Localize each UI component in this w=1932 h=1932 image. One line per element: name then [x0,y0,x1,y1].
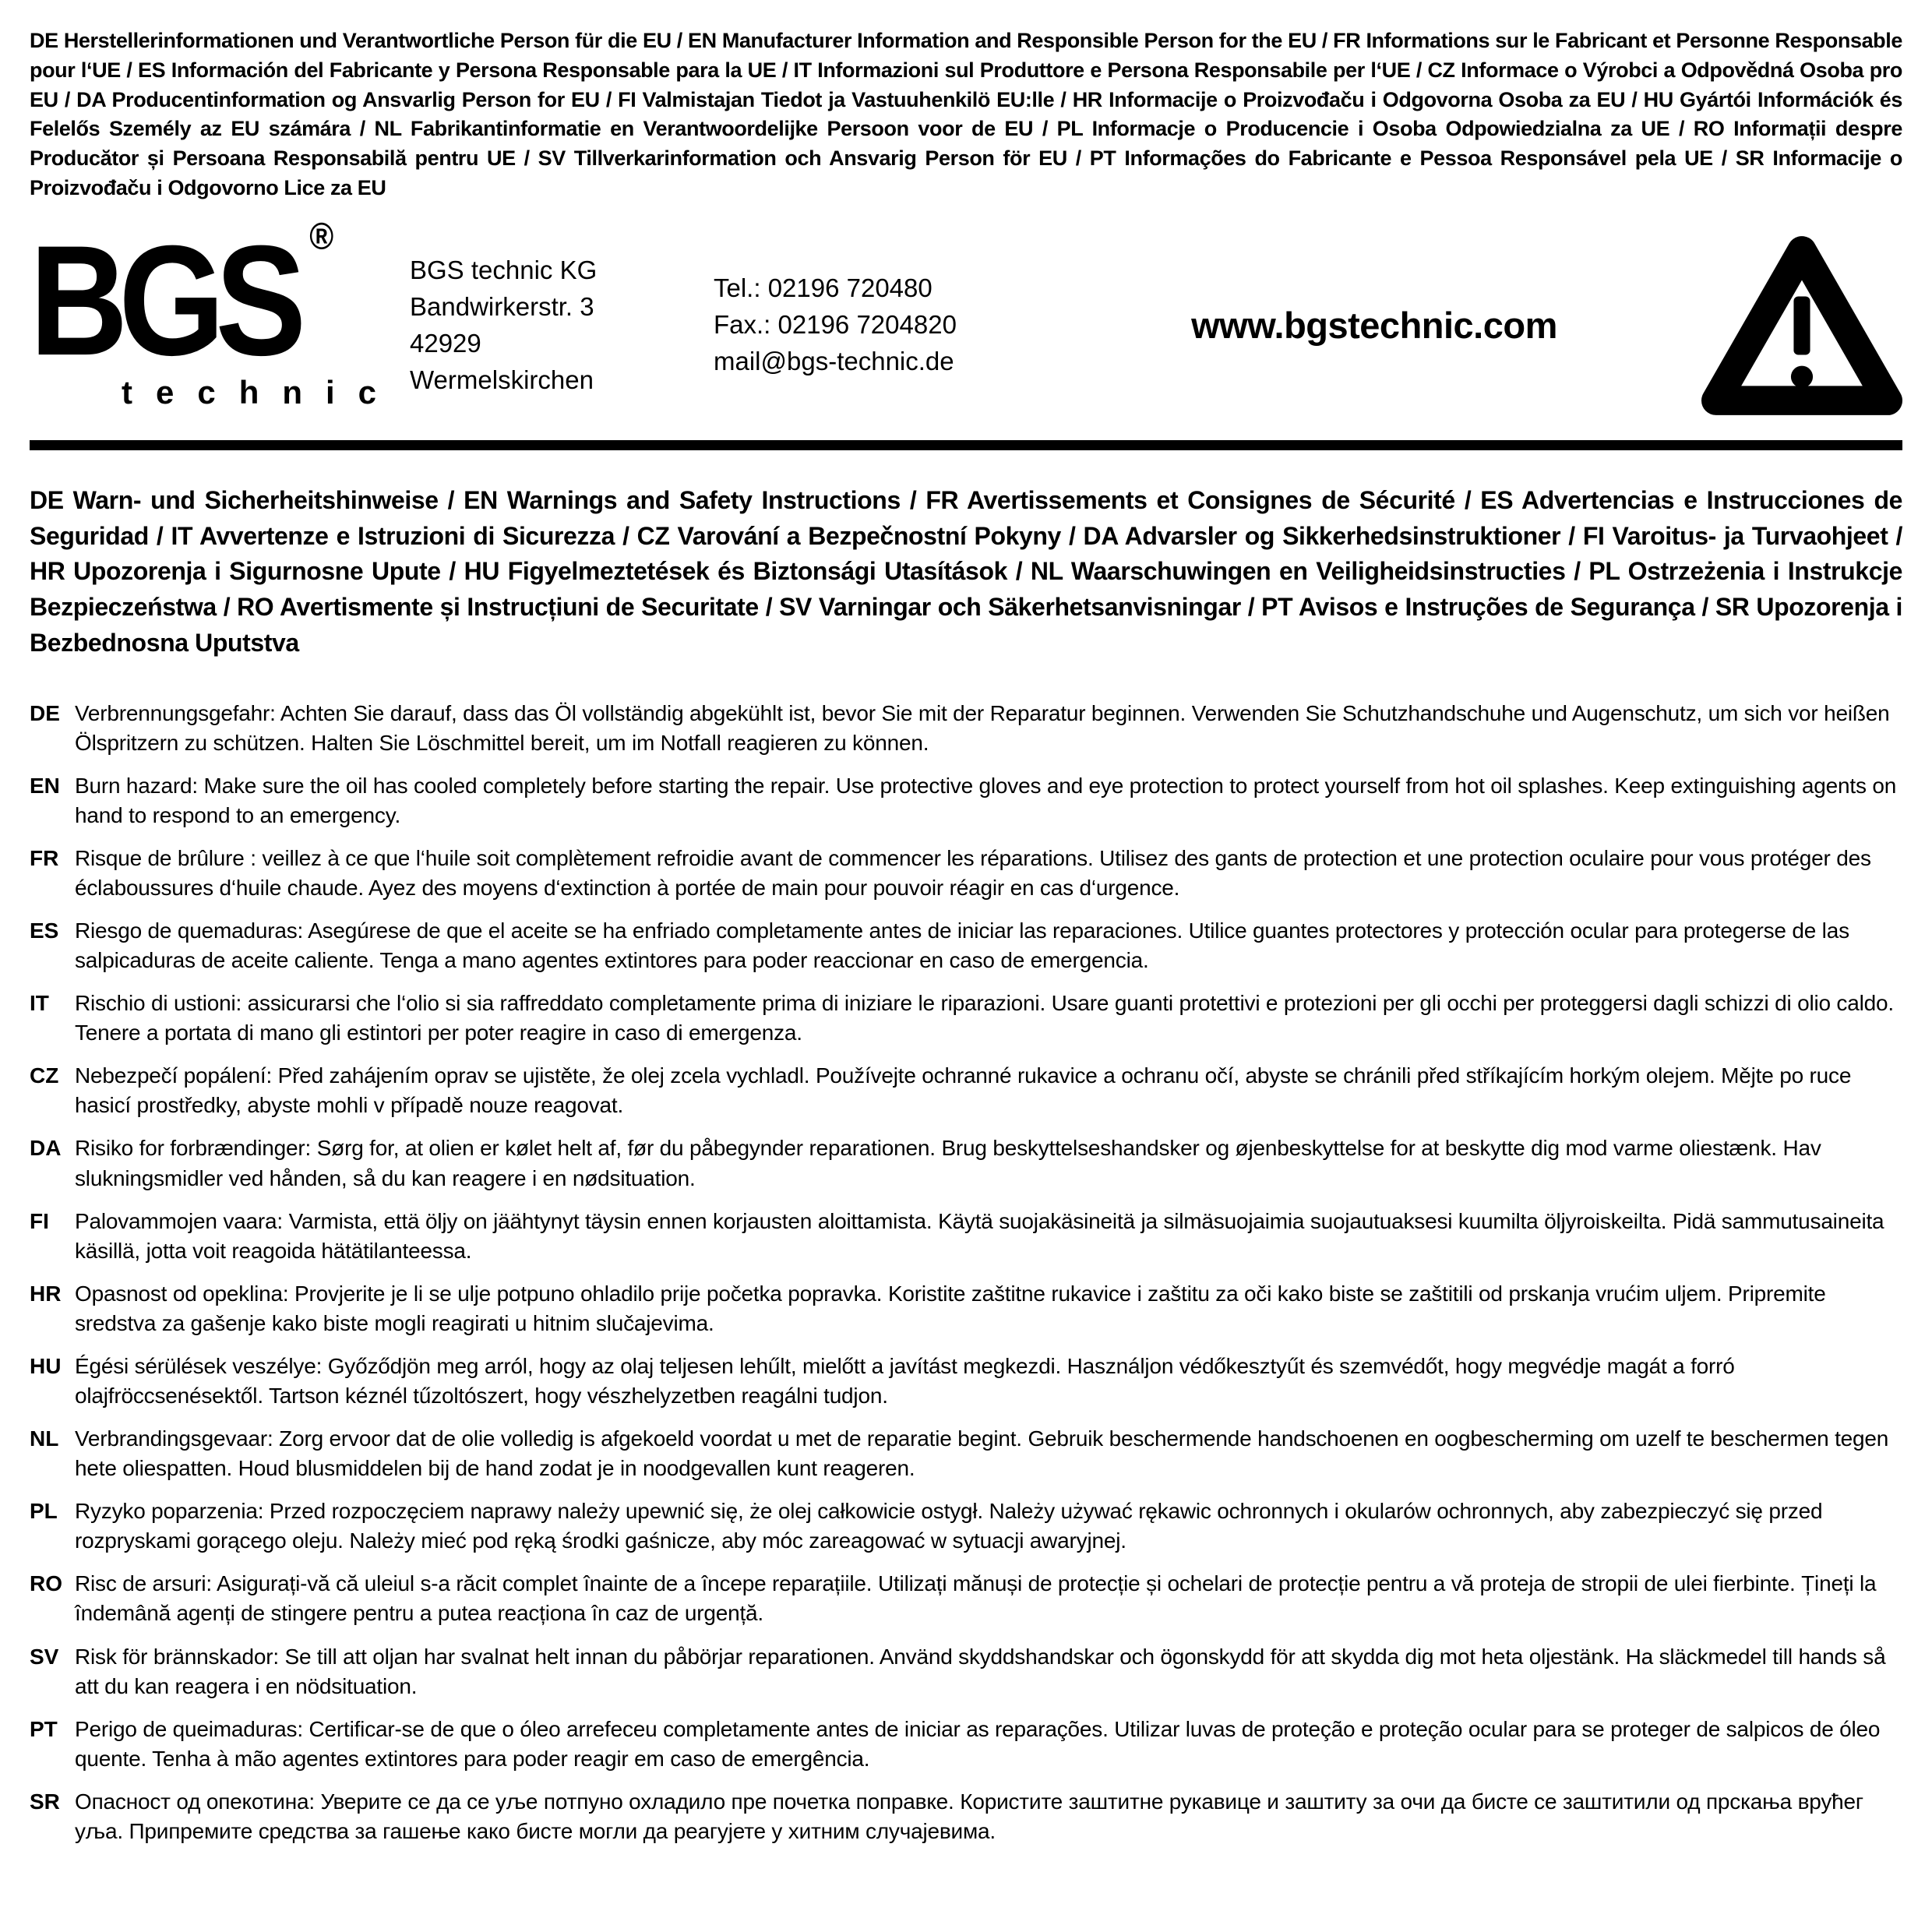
warnings-safety-header: DE Warn- und Sicherheitshinweise / EN Warnings and Safety Instructions / FR Avertissements et Consignes de Sécurité / ES Advertencias e Instrucciones de Seguridad / IT Avvertenze e Istruzioni di Sicurezza / CZ Varování a Bezpečnostní Pokyny / DA Advarsler og Sikkerhedsinstruktioner / FI Varoitus- ja Turvaohjeet / HR Upozorenja i Sigurnosne Upute / HU Figyelmeztetések és Biztonsági Utasítások / NL Waarschuwingen en Veiligheidsinstructies / PL Ostrzeżenia i Instrukcje Bezpieczeństwa / RO Avertismente și Instrucțiuni de Securitate / SV Varningar och Säkerhetsanvisningar / PT Avisos e Instruções de Segurança / SR Upozorenja i Bezbednosna Uputstva [30,485,1902,657]
company-website: www.bgstechnic.com [1191,305,1557,347]
language-code: SV [30,1644,59,1669]
warnings-list [30,699,1902,1847]
language-code: HU [30,1353,62,1378]
bgs-logo-subtext: technic [122,373,400,411]
registered-trademark-icon: ® [309,214,334,257]
company-info-section [30,213,1902,411]
company-street: Bandwirkerstr. 3 [410,291,594,321]
warning-triangle-icon [1700,234,1902,418]
horizontal-divider [30,440,1902,450]
company-phone: Tel.: 02196 720480 [714,273,933,303]
language-code: IT [30,991,49,1016]
manufacturer-info-header: DE Herstellerinformationen und Verantwortliche Person für die EU / EN Manufacturer Information and Responsible Person for the EU / FR Informations sur le Fabricant et Personne Responsable pour l‘UE / ES Información del Fabricante y Persona Responsable para la UE / IT Informazioni sul Produttore e Persona Responsabile per l‘UE / CZ Informace o Výrobci a Odpovědná Osoba pro EU / DA Producentinformation og Ansvarlig Person for EU / FI Valmistajan Tiedot ja Vastuuhenkilö EU:lle / HR Informacije o Proizvođaču i Odgovorna Osoba za EU / HU Gyártói Információk és Felelős Személy az EU számára / NL Fabrikantinformatie en Verantwoordelijke Persoon voor de EU / PL Informacje o Producencie i Osoba Odpowiedzialna za UE / RO Informații despre Producător și Persoana Responsabilă pentru UE / SV Tillverkarinformation och Ansvarig Person för EU / PT Informações do Fabricante e Pessoa Responsável pela UE / SR Informacije o Proizvođaču i Odgovorno Lice za EU [30,29,1902,199]
warning-item-it [30,989,1902,1048]
language-code: DA [30,1136,62,1161]
warning-text: Опасност од опекотина: Уверите се да се уље потпуно охладило пре почетка поправке. Користите заштитне рукавице и заштиту за очи да бисте се заштитили од прскања врућег уља. Припремите средства за гашење како бисте могли да реагујете у хитним случајевима. [75,1789,1863,1843]
warning-item-en [30,771,1902,830]
warning-text: Riesgo de quemaduras: Asegúrese de que el aceite se ha enfriado completamente antes de iniciar las reparaciones. Utilice guantes protectores y protección ocular para protegerse de las salpicaduras de aceite caliente. Tenga a mano agentes extintores para poder reaccionar en caso de emergencia. [75,918,1849,973]
company-fax: Fax.: 02196 7204820 [714,310,957,340]
warning-item-pt [30,1715,1902,1774]
warning-text: Verbrandingsgevaar: Zorg ervoor dat de olie volledig is afgekoeld voordat u met de reparatie begint. Gebruik beschermende handschoenen en oogbescherming om uzelf te beschermen tegen hete oliespatten. Houd blusmiddelen bij de hand zodat je in noodgevallen kunt reageren. [75,1426,1889,1481]
company-name: BGS technic KG [410,256,598,285]
warning-item-es [30,916,1902,975]
warning-item-pl [30,1497,1902,1556]
warning-item-sr [30,1787,1902,1846]
language-code: HR [30,1281,62,1306]
company-contact [714,270,1049,380]
language-code: ES [30,918,59,943]
warning-item-fi [30,1207,1902,1266]
language-code: NL [30,1426,59,1451]
warning-text: Rischio di ustioni: assicurarsi che l‘olio si sia raffreddato completamente prima di iniziare le riparazioni. Usare guanti protettivi e protezioni per gli occhi per proteggersi dagli schizzi di olio caldo. Tenere a portata di mano gli estintori per poter reagire in caso di emergenza. [75,991,1894,1045]
warning-text: Nebezpečí popálení: Před zahájením oprav se ujistěte, že olej zcela vychladl. Používejte ochranné rukavice a ochranu očí, abyste se chránili před stříkajícím horkým olejem. Mějte po ruce hasicí prostředky, abyste mohli v případě nouze reagovat. [75,1063,1852,1118]
language-code: FR [30,845,59,870]
warning-item-hu [30,1352,1902,1411]
warning-text: Risque de brûlure : veillez à ce que l‘huile soit complètement refroidie avant de commencer les réparations. Utilisez des gants de protection et une protection oculaire pour vous protéger des éclaboussures d‘huile chaude. Ayez des moyens d‘extinction à portée de main pour pouvoir réagir en cas d‘urgence. [75,845,1871,900]
language-code: EN [30,773,60,798]
language-code: PL [30,1499,58,1524]
bgs-logo [30,213,400,411]
warning-text: Burn hazard: Make sure the oil has cooled completely before starting the repair. Use protective gloves and eye protection to protect yourself from hot oil splashes. Keep extinguishing agents on hand to respond to an emergency. [75,773,1897,827]
language-code: PT [30,1716,58,1741]
bgs-logo-text: BGS [30,213,298,389]
warning-text: Palovammojen vaara: Varmista, että öljy on jäähtynyt täysin ennen korjausten aloittamista. Käytä suojakäsineitä ja silmäsuojaimia suojautuaksesi kuumilta öljyroiskeilta. Pidä sammutusaineita käsillä, jotta voit reagoida hätätilanteessa. [75,1208,1884,1263]
warning-text: Opasnost od opeklina: Provjerite je li se ulje potpuno ohladilo prije početka popravka. Koristite zaštitne rukavice i zaštitu za oči kako biste se zaštitili od prskanja vrućim uljem. Pripremite sredstva za gašenje kako biste mogli reagirati u hitnim slučajevima. [75,1281,1826,1335]
warning-text: Ryzyko poparzenia: Przed rozpoczęciem naprawy należy upewnić się, że olej całkowicie ostygł. Należy używać rękawic ochronnych i okularów ochronnych, aby zabezpieczyć się przed rozpryskami gorącego oleju. Należy mieć pod ręką środki gaśnicze, aby móc zareagować w sytuacji awaryjnej. [75,1499,1823,1553]
warning-item-sv [30,1642,1902,1701]
bgs-logo-wordmark [30,213,388,389]
warning-item-fr [30,844,1902,903]
company-email: mail@bgs-technic.de [714,347,954,376]
warning-item-da [30,1133,1902,1193]
language-code: RO [30,1571,62,1596]
warning-item-nl [30,1424,1902,1483]
language-code: DE [30,700,60,725]
warning-text: Perigo de queimaduras: Certificar-se de que o óleo arrefeceu completamente antes de iniciar as reparações. Utilizar luvas de proteção e proteção ocular para se proteger de salpicos de óleo quente. Tenha à mão agentes extintores para poder reagir em caso de emergência. [75,1716,1881,1771]
warning-item-cz [30,1061,1902,1120]
company-address [410,252,667,398]
warning-text: Égési sérülések veszélye: Győződjön meg arról, hogy az olaj teljesen lehűlt, mielőtt a javítást megkezdi. Használjon védőkesztyűt és szemvédőt, hogy megvédje magát a forró olajfröccsenésektől. Tartson kéznél tűzoltószert, hogy vészhelyzetben reagálni tudjon. [75,1353,1735,1408]
language-code: FI [30,1208,49,1233]
warning-text: Verbrennungsgefahr: Achten Sie darauf, dass das Öl vollständig abgekühlt ist, bevor Sie mit der Reparatur beginnen. Verwenden Sie Schutzhandschuhe und Augenschutz, um sich vor heißen Ölspritzern zu schützen. Halten Sie Löschmittel bereit, um im Notfall reagieren zu können. [75,700,1890,755]
warning-item-ro [30,1569,1902,1628]
warning-text: Risk för brännskador: Se till att oljan har svalnat helt innan du påbörjar reparationen. Använd skyddshandskar och ögonskydd för att skydda dig mot heta oljestänk. Ha släckmedel till hands så att du kan reagera i en nödsituation. [75,1644,1886,1698]
language-code: CZ [30,1063,59,1088]
warning-item-hr [30,1279,1902,1338]
language-code: SR [30,1789,60,1814]
warning-text: Risiko for forbrændinger: Sørg for, at olien er kølet helt af, før du påbegynder reparationen. Brug beskyttelseshandsker og øjenbeskyttelse for at beskytte dig mod varme oliestænk. Hav slukningsmidler ved hånden, så du kan reagere i en nødsituation. [75,1136,1821,1190]
company-city: 42929 Wermelskirchen [410,328,594,394]
warning-text: Risc de arsuri: Asigurați-vă că uleiul s-a răcit complet înainte de a începe reparațiile. Utilizați mănuși de protecție și ochelari de protecție pentru a vă proteja de stropii de ulei fierbinte. Țineți la îndemână agenți de stingere pentru a putea reacționa în caz de urgență. [75,1571,1877,1626]
warning-item-de [30,699,1902,758]
